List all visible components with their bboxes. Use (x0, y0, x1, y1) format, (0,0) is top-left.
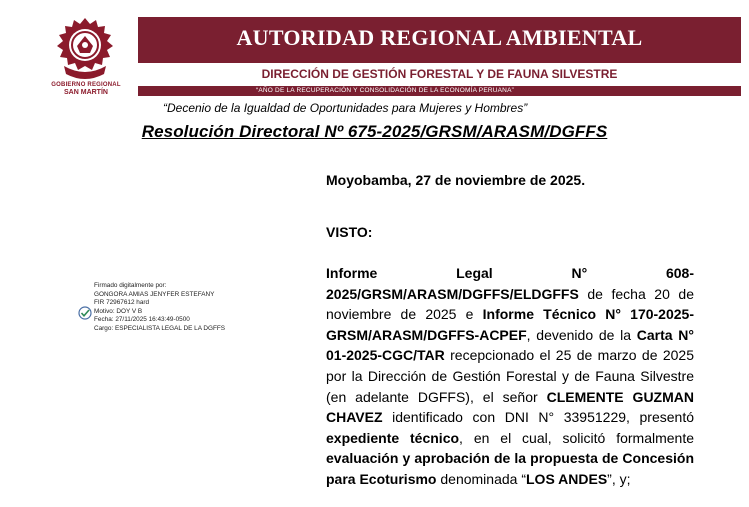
logo-caption (46, 82, 126, 96)
request-subject: evaluación y aprobación de la propuesta de Concesión para Ecoturismo (326, 450, 694, 487)
body-text-segment: identificado con DNI N° 33951229, presentó (382, 409, 694, 426)
header-title-bar (138, 17, 741, 63)
body-text-segment: de fecha 20 de noviembre de 2025 e (326, 285, 694, 323)
body-text-segment: denominada “ (436, 470, 526, 487)
body-text-segment: , devenido de la (526, 326, 637, 343)
check-seal-icon (78, 306, 92, 320)
visto-paragraph (326, 263, 694, 490)
visto-heading: VISTO: (326, 224, 373, 240)
expediente-tecnico: expediente técnico (326, 429, 460, 446)
header-subtitle: DIRECCIÓN DE GESTIÓN FORESTAL Y DE FAUNA SILVESTRE (261, 67, 618, 81)
body-text-segment: ”, y; (607, 470, 631, 487)
body-text-segment: , en el cual, solicitó formalmente (459, 429, 694, 446)
signature-reason: Motivo: DOY V B (94, 307, 143, 315)
date-line: Moyobamba, 27 de noviembre de 2025. (326, 172, 586, 188)
digital-signature-block (94, 282, 225, 334)
resolution-title: Resolución Directoral Nº 675-2025/GRSM/ARASM/DGFFS (141, 122, 608, 141)
carta-ref: Carta N° 01-2025-CGC/TAR (326, 326, 694, 364)
informe-legal-ref: Informe Legal N° 608-2025/GRSM/ARASM/DGFFS/ELDGFFS (326, 265, 694, 302)
year-motto: “AÑO DE LA RECUPERACIÓN Y CONSOLIDACIÓN DE LA ECONOMÍA PERUANA” (256, 87, 514, 94)
signer-role: Cargo: ESPECIALISTA LEGAL DE LA DGFFS (94, 324, 226, 332)
year-motto-bar (138, 86, 741, 96)
signature-line: Firmado digitalmente por: (94, 282, 167, 289)
informe-tecnico-ref: Informe Técnico N° 170-2025-GRSM/ARASM/DGFFS-ACPEF (326, 306, 694, 343)
signature-line: FIR 72967612 hard (94, 299, 150, 307)
concession-name: LOS ANDES (526, 470, 608, 487)
applicant-name: CLEMENTE GUZMAN CHAVEZ (326, 388, 694, 426)
body-text-segment: recepcionado el 25 de marzo de 2025 por la Dirección de Gestión Forestal y de Fauna Silvestre (en adelante DGFFS), el señor (326, 347, 694, 405)
logo-caption-line2: SAN MARTÍN (64, 89, 108, 96)
header-title: AUTORIDAD REGIONAL AMBIENTAL (236, 25, 643, 50)
decenio-line: “Decenio de la Igualdad de Oportunidades para Mujeres y Hombres” (163, 101, 528, 115)
signer-name: GONGORA AMIAS JENYFER ESTEFANY (94, 290, 215, 298)
signature-date: Fecha: 27/11/2025 16:43:49-0500 (94, 316, 190, 324)
logo-caption-line1: GOBIERNO REGIONAL (51, 82, 121, 88)
